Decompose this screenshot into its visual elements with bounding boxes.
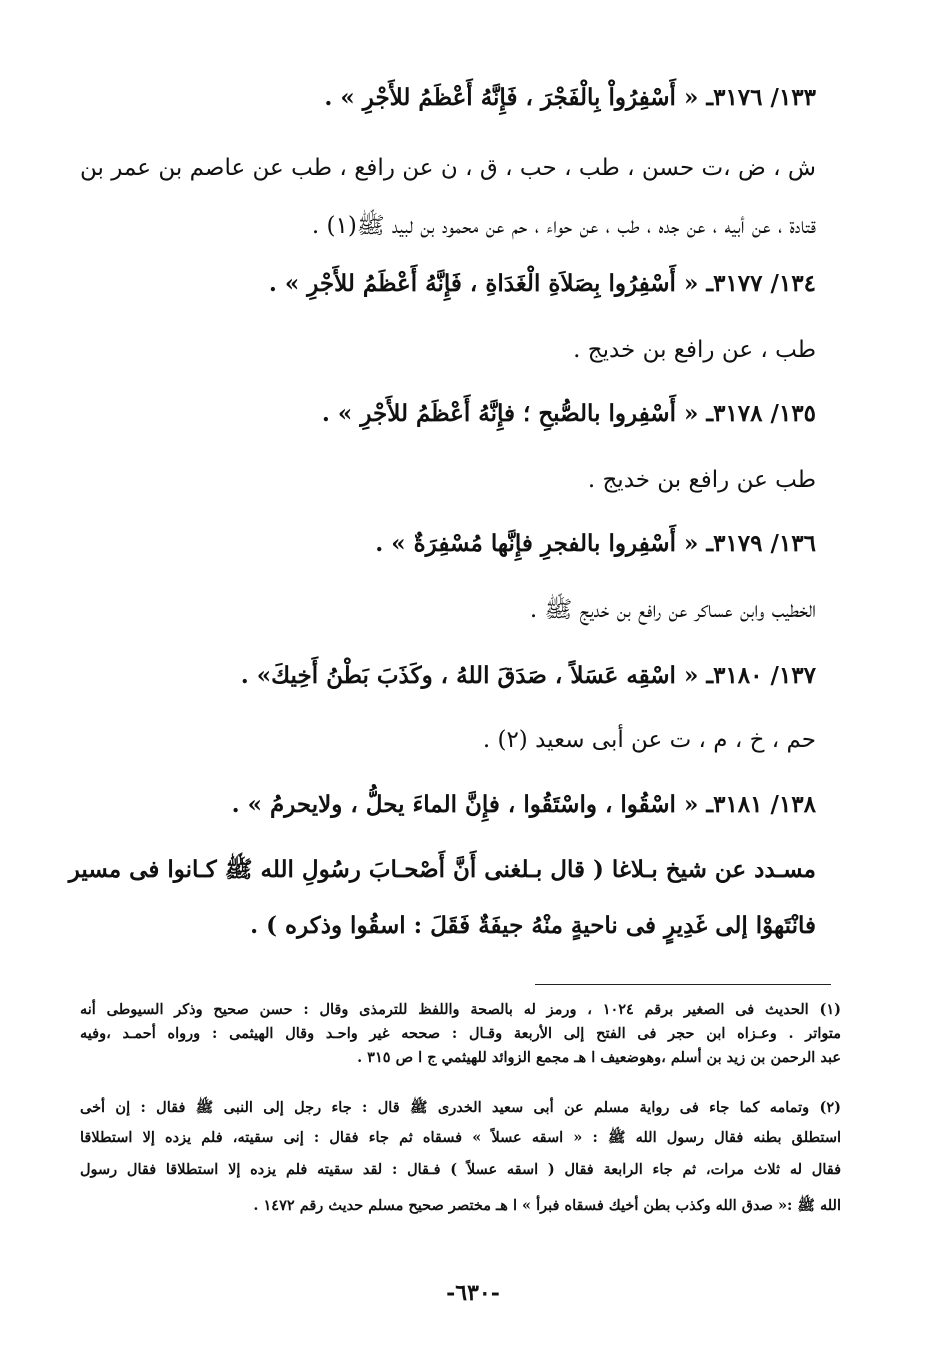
- footnote-2-line-4: الله ﷺ :« صدق الله وكذب بطن أخيك فسقاه فبرأ » ا هـ مختصر صحيح مسلم حديث رقم ١٤٧٢ .: [253, 1197, 841, 1214]
- hadith-3181-text: ١٣٨/ ٣١٨١ـ « اسْقُوا ، واسْتَقُوا ، فإِنَّ الماءَ يحلُّ ، ولايحرمُ » .: [231, 791, 816, 818]
- page-number: -٦٣٠-: [446, 1280, 500, 1306]
- hadith-3180-text: ١٣٧/ ٣١٨٠ـ « اسْقِه عَسَلاً ، صَدَقَ اللهُ ، وكَذَبَ بَطْنُ أَخِيكَ» .: [240, 662, 816, 689]
- footnote-2-line-1: (٢) وتمامه كما جاء فى رواية مسلم عن أبى سعيد الخدرى ﷺ قال : جاء رجل إلى النبى ﷺ فقال : إن أخى: [80, 1099, 841, 1116]
- hadith-3181-source-line-1: مسـدد عن شيخ بـلاغا ( قال بـلغنى أَنَّ أَصْحـابَ رسُولِ الله ﷺ كـانوا فى مسير: [68, 856, 816, 883]
- hadith-3177-source: طب ، عن رافع بن خديج .: [573, 337, 816, 363]
- footnote-1-line-2: متواتر . وعـزاه ابن حجر فى الفتح إلى الأربعة وقـال : صححه غير واحـد وقال الهيثمى : ورواه أحمـد ،وفيه: [80, 1025, 841, 1042]
- hadith-3177-text: ١٣٤/ ٣١٧٧ـ « أَسْفِرُوا بِصَلاَةِ الْغَدَاةِ ، فَإِنَّهُ أَعْظَمُ للأَجْرِ » .: [268, 270, 816, 297]
- hadith-3178-text: ١٣٥/ ٣١٧٨ـ « أَسْفِروا بالصُّبحِ ؛ فإِنَّهُ أَعْظَمُ للأَجْرِ » .: [321, 400, 816, 427]
- hadith-3179-source: الخطيب وابن عساكر عن رافع بن خديج ﷺ .: [529, 597, 816, 623]
- hadith-3179-text: ١٣٦/ ٣١٧٩ـ « أَسْفِروا بالفجرِ فإِنَّها مُسْفِرَةٌ » .: [375, 530, 816, 557]
- hadith-3176-source-line-1: ش ، ض ،ت حسن ، طب ، حب ، ق ، ن عن رافع ، طب عن عاصم بن عمر بن: [80, 155, 816, 181]
- hadith-3180-source: حم ، خ ، م ، ت عن أبى سعيد (٢) .: [482, 727, 816, 753]
- hadith-3176-source-line-2: قتادة ، عن أبيه ، عن جده ، طب ، عن حواء ، حم عن محمود بن لبيد ﷺ(١) .: [311, 213, 816, 239]
- footnote-divider: [535, 984, 831, 985]
- footnote-1-line-3: عبد الرحمن بن زيد بن أسلم ،وهوضعيف ا هـ مجمع الزوائد للهيثمي ج ا ص ٣١٥ .: [357, 1049, 841, 1066]
- footnote-1-line-1: (١) الحديث فى الصغير برقم ١٠٢٤ ، ورمز له بالصحة واللفظ للترمذى وقال : حسن صحيح وذكر السيوطى أنه: [80, 1001, 841, 1018]
- hadith-3178-source: طب عن رافع بن خديج .: [587, 467, 816, 493]
- footnote-2-line-2: استطلق بطنه فقال رسول الله ﷺ : « اسقه عسلاً » فسقاه ثم جاء فقال : إنى سقيته، فلم يزده إلا استطلاقا: [80, 1129, 841, 1146]
- footnote-2-line-3: فقال له ثلاث مرات، ثم جاء الرابعة فقال ( اسقه عسلاً ) فـقال : لقد سقيته فلم يزده إلا استطلاقا فقال رسول: [80, 1161, 841, 1178]
- hadith-3176-text: ١٣٣/ ٣١٧٦ـ « أَسْفِرُواْ بِالْفَجْرَ ، فَإِنَّهُ أَعْظَمُ للأَجْرِ » .: [324, 84, 816, 111]
- hadith-3181-source-line-2: فانْتَهوْا إلى غَدِيرٍ فى ناحيةٍ منْهُ جيفَةٌ فَقَلَ : اسقُوا وذكره ) .: [250, 912, 816, 939]
